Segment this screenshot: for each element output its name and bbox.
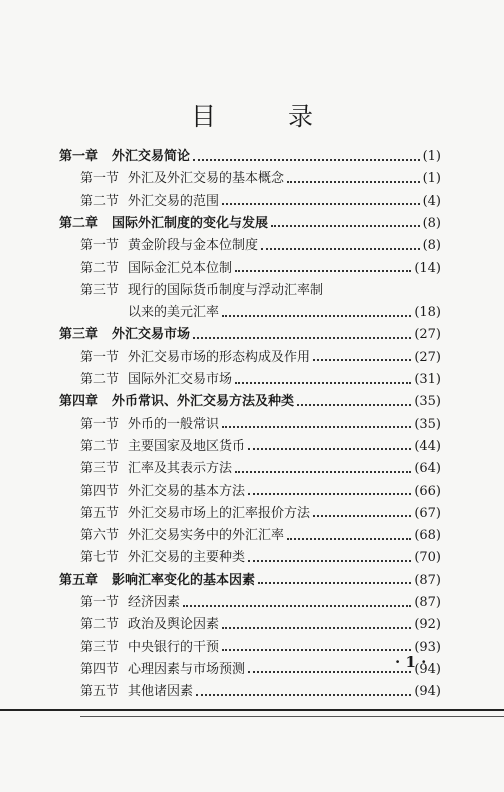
toc-number: 第一节	[80, 238, 120, 254]
toc-chapter	[59, 145, 441, 167]
toc-section	[80, 524, 441, 546]
toc-page: (93)	[414, 639, 441, 655]
bottom-rule	[0, 709, 504, 711]
toc-page: (8)	[422, 215, 441, 231]
dot-leader	[222, 425, 411, 428]
toc-continuation	[128, 301, 441, 323]
toc-chapter	[59, 390, 441, 412]
toc-title: 外汇交易的基本方法	[128, 483, 246, 499]
toc-number: 第三节	[80, 639, 120, 655]
toc-title: 外汇交易实务中的外汇汇率	[128, 528, 285, 544]
page-number: · 1 ·	[395, 653, 427, 671]
page-title: 目 录	[191, 102, 345, 131]
dot-leader	[183, 604, 411, 607]
dot-leader	[248, 559, 411, 562]
dot-leader	[193, 336, 411, 339]
dot-leader	[248, 670, 411, 673]
toc-title: 以来的美元汇率	[128, 305, 220, 321]
toc-page: (27)	[414, 327, 441, 343]
toc-page: (87)	[414, 572, 441, 588]
toc-title: 政治及舆论因素	[128, 617, 220, 633]
toc-section	[80, 368, 441, 390]
toc-section	[80, 591, 441, 613]
toc-number: 第六节	[80, 528, 120, 544]
toc-title: 经济因素	[128, 595, 181, 610]
toc-number: 第五章	[59, 572, 99, 588]
toc-section	[80, 480, 441, 502]
toc-section	[80, 257, 441, 279]
dot-leader	[261, 247, 420, 250]
toc-page: (64)	[414, 461, 441, 477]
toc-page: (67)	[414, 505, 441, 521]
toc-title: 外汇交易市场	[112, 327, 191, 343]
toc-title: 汇率及其表示方法	[128, 461, 233, 477]
dot-leader	[193, 158, 420, 161]
toc-number: 第一节	[80, 416, 120, 432]
toc-page: (94)	[414, 661, 441, 677]
toc-number: 第三章	[59, 327, 99, 343]
toc-title: 外汇交易市场的形态构成及作用	[128, 349, 311, 365]
toc-title: 中央银行的干预	[128, 639, 220, 655]
dot-leader	[271, 224, 420, 227]
toc-number: 第五节	[80, 684, 120, 700]
toc-number: 第五节	[80, 505, 120, 521]
toc-title: 外币的一般常识	[128, 416, 220, 432]
dot-leader	[248, 447, 411, 450]
toc-number: 第四节	[80, 483, 120, 499]
toc-section	[80, 279, 441, 301]
dot-leader	[235, 269, 411, 272]
toc-page: (27)	[414, 349, 441, 365]
toc-section	[80, 546, 441, 568]
dot-leader	[297, 403, 411, 406]
toc-number: 第三节	[80, 461, 120, 477]
toc-page: (35)	[414, 416, 441, 432]
dot-leader	[248, 492, 411, 495]
toc-title: 国际外汇交易市场	[128, 372, 233, 387]
toc-number: 第二章	[59, 215, 99, 231]
toc-number: 第二节	[80, 617, 120, 633]
dot-leader	[287, 537, 411, 540]
toc-section	[80, 190, 441, 212]
toc-page: (70)	[414, 550, 441, 566]
toc-title: 外币常识、外汇交易方法及种类	[112, 394, 295, 410]
dot-leader	[235, 470, 411, 473]
toc-number: 第四节	[80, 661, 120, 677]
toc-page: (94)	[414, 684, 441, 700]
toc-title: 外汇及外汇交易的基本概念	[128, 171, 285, 187]
toc-number: 第二节	[80, 438, 120, 454]
toc-title: 黄金阶段与金本位制度	[128, 238, 259, 254]
toc-section	[80, 346, 441, 368]
toc-page: (18)	[414, 305, 441, 321]
toc-number: 第三节	[80, 282, 120, 298]
toc-title: 外汇交易简论	[112, 149, 191, 164]
toc-section	[80, 680, 441, 702]
dot-leader	[222, 202, 420, 205]
toc-page: (92)	[414, 617, 441, 633]
toc-title: 现行的国际货币制度与浮动汇率制	[128, 282, 324, 298]
toc-number: 第一章	[59, 149, 99, 164]
toc-number: 第七节	[80, 550, 120, 566]
toc-section	[80, 636, 441, 658]
toc-chapter	[59, 569, 441, 591]
toc-title: 心理因素与市场预测	[128, 661, 246, 677]
bottom-rule-thin	[80, 716, 504, 717]
toc-page: (4)	[422, 193, 441, 209]
dot-leader	[287, 180, 420, 183]
toc-page: (87)	[414, 595, 441, 610]
toc-title: 主要国家及地区货币	[128, 438, 246, 454]
toc-number: 第二节	[80, 260, 120, 276]
toc-title: 国际金汇兑本位制	[128, 260, 233, 276]
toc-section	[80, 234, 441, 256]
dot-leader	[222, 626, 411, 629]
toc-chapter	[59, 212, 441, 234]
toc-page: (44)	[414, 438, 441, 454]
dot-leader	[258, 581, 411, 584]
toc-section	[80, 658, 441, 680]
toc-page: (35)	[414, 394, 441, 410]
toc-number: 第二节	[80, 372, 120, 387]
toc-chapter	[59, 323, 441, 345]
toc-page: (68)	[414, 528, 441, 544]
toc-title: 外汇交易市场上的汇率报价方法	[128, 505, 311, 521]
toc-title: 国际外汇制度的变化与发展	[112, 215, 269, 231]
toc-number: 第一节	[80, 349, 120, 365]
toc-page: (1)	[422, 149, 441, 164]
dot-leader	[222, 648, 411, 651]
toc-title: 外汇交易的主要种类	[128, 550, 246, 566]
toc-page: (1)	[422, 171, 441, 187]
toc-page: (14)	[414, 260, 441, 276]
toc-number: 第四章	[59, 394, 99, 410]
toc-section	[80, 435, 441, 457]
toc-section	[80, 502, 441, 524]
toc-title: 其他诸因素	[128, 684, 194, 700]
dot-leader	[313, 514, 411, 517]
toc-page: (8)	[422, 238, 441, 254]
dot-leader	[313, 358, 411, 361]
toc-section	[80, 613, 441, 635]
dot-leader	[196, 693, 411, 696]
toc-section	[80, 457, 441, 479]
toc-number: 第一节	[80, 171, 120, 187]
toc-title: 影响汇率变化的基本因素	[112, 572, 256, 588]
toc-section	[80, 167, 441, 189]
toc-number: 第二节	[80, 193, 120, 209]
toc-number: 第一节	[80, 595, 120, 610]
toc-section	[80, 413, 441, 435]
toc-page: (31)	[414, 372, 441, 387]
dot-leader	[222, 314, 411, 317]
dot-leader	[235, 381, 411, 384]
toc-title: 外汇交易的范围	[128, 193, 220, 209]
toc-page: (66)	[414, 483, 441, 499]
